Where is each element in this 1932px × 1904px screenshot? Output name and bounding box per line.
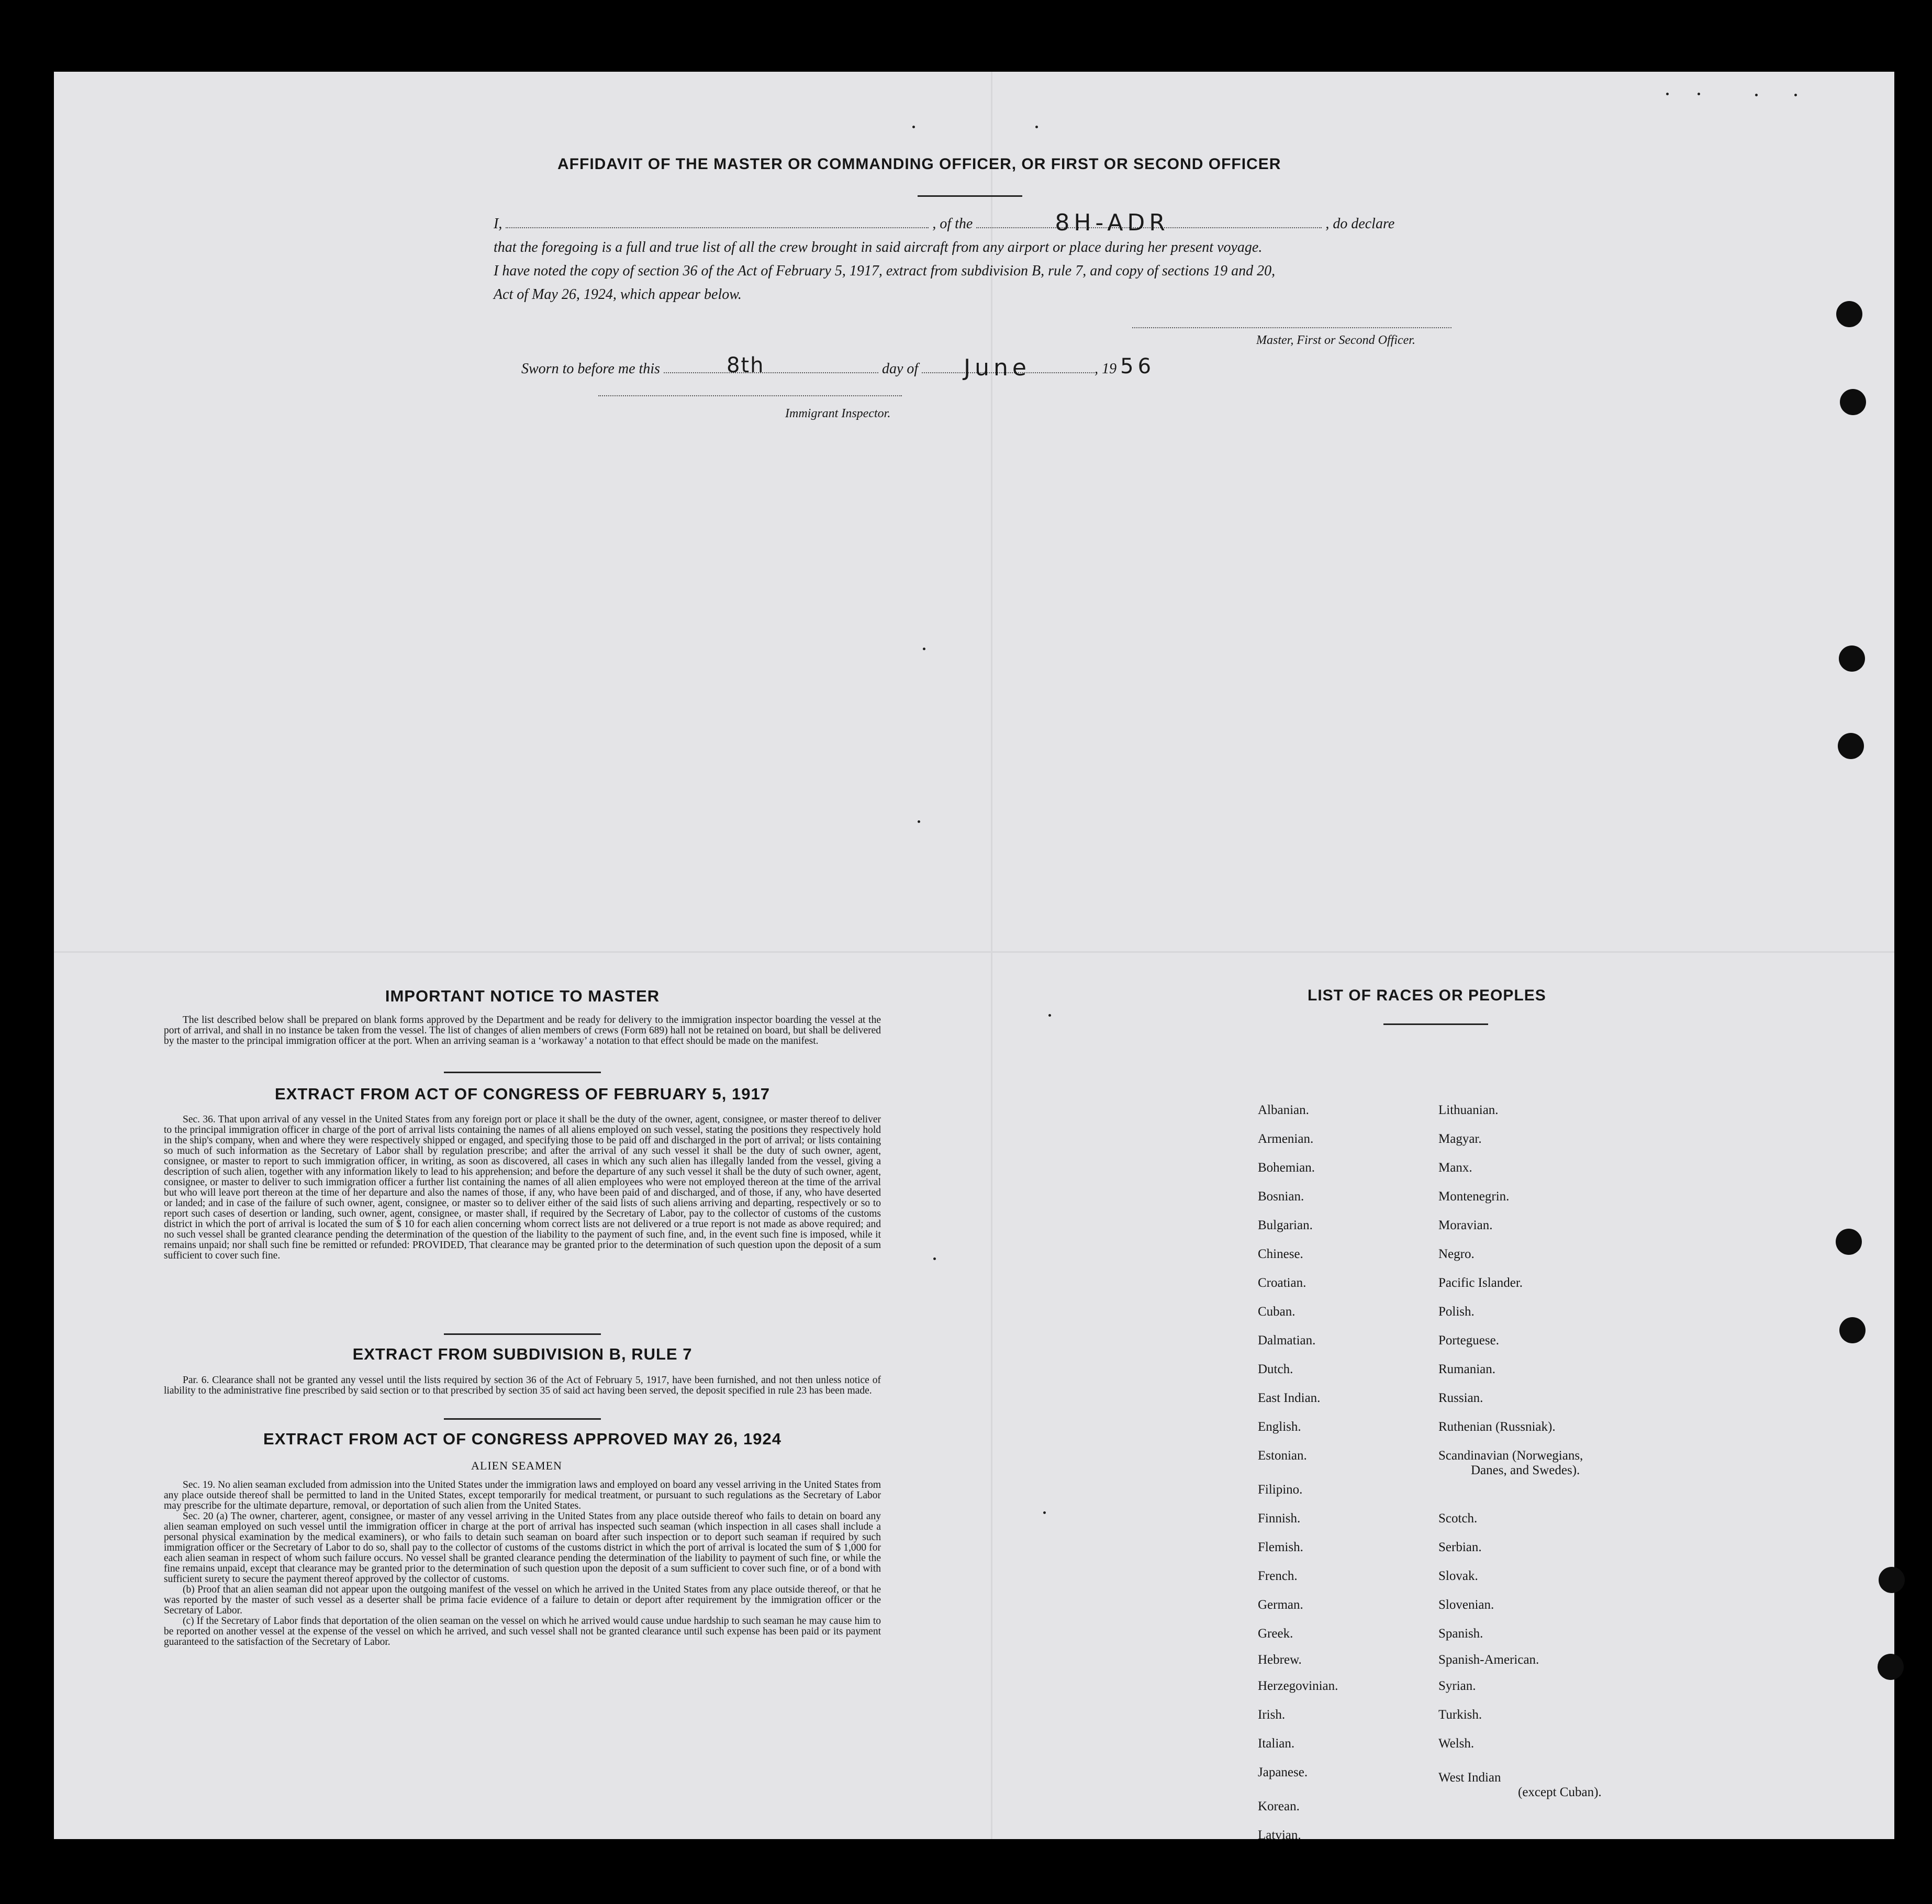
race-item: Greek. [1258,1627,1293,1641]
sworn-month-field[interactable] [922,354,1095,381]
speck [1048,1014,1051,1017]
sworn-year-handwritten: 56 [1120,354,1156,378]
punch-hole [1836,301,1862,327]
sec36-paragraph: Sec. 36. That upon arrival of any vessel in the United States from any foreign port or place it shall be the duty of the owner, agent, consignee, or master thereof to deliver to the principal immigration officer in charge of the port of arrival lists containing the names of all aliens employed on such vessel, stating the positions they respectively hold in the ship's company, when and where they were respectively shipped or engaged, and specifying those to be paid off and discharged in the port of arrival; or lists containing so much of such information as the Secretary of Labor shall by regulation prescribe; and after the arrival of any such vessel it shall be the duty of such owner, agent, consignee, or master to report to such immigration officer, in writing, as soon as discovered, all cases in which any such alien has illegally landed from the vessel, giving a description of such alien, together with any information likely to lead to his apprehension; and before the departure of any such vessel it shall be the duty of such owner, agent, consignee, or master to deliver to such immigration officer a further list containing the names of all alien employees who were not employed thereon at the time of the arrival but who will leave port thereon at the time of her departure and also the names of those, if any, who have been paid of and discharged, and of those, if any, who have deserted or landed; and in case of the failure of such owner, agent, consignee, or master so to deliver either of the said lists of such aliens arriving and departing, respectively or so to report such cases of desertion or landing, such owner, agent, consignee, or master shall, if required by the Secretary of Labor, pay to the collector of customs of the customs district in which the port of arrival is located the sum of $ 10 for each alien concerning whom correct lists are not delivered or a true report is not made as above required; and no such vessel shall be granted clearance pending the determination of the question of the liability to the payment of such fine, and, in the event such fine is imposed, while it remains unpaid; nor shall such fine be remitted or refunded: PROVIDED, That clearance may be granted prior to the determination of such question upon the deposit of a sum sufficient to cover such fine. [164,1114,881,1261]
race-item: Ruthenian (Russniak). [1438,1420,1556,1434]
speck [1794,94,1797,96]
speck [923,648,925,650]
sec20b-paragraph: (b) Proof that an alien seaman did not appear upon the outgoing manifest of the vessel on which he arrived in the United States from any place outside thereof, or that he was reported by the master of such vessel as a deserter shall be prima facie evidence of a failure to detain or deport after requirement by the immigration officer or the Secretary of Labor. [164,1584,881,1616]
section-rule [444,1333,601,1335]
affidavit-line-3: I have noted the copy of section 36 of the Act of February 5, 1917, extract from subdivision B, rule 7, and copy of sections 19 and 20, [494,263,1276,279]
extract-rule7-body [164,1375,881,1396]
race-item: Magyar. [1438,1132,1482,1146]
vessel-name-field[interactable] [976,209,1322,236]
master-signature-line[interactable] [1132,327,1451,328]
race-item: Latvian. [1258,1828,1301,1842]
race-item: Filipino. [1258,1483,1303,1497]
fold-crease-horizontal [54,951,1894,953]
race-item: Chinese. [1258,1247,1303,1261]
race-item: Armenian. [1258,1132,1314,1146]
race-item-continuation: Danes, and Swedes). [1471,1463,1580,1477]
race-item: Albanian. [1258,1103,1309,1117]
extract-1924-body [164,1480,881,1647]
speck [1035,126,1038,128]
notice-title: IMPORTANT NOTICE TO MASTER [385,987,660,1005]
race-item: Polish. [1438,1305,1475,1319]
race-item: Italian. [1258,1736,1295,1751]
punch-hole [1838,733,1864,759]
race-item: Bohemian. [1258,1161,1315,1175]
race-item: English. [1258,1420,1301,1434]
race-item: Welsh. [1438,1736,1475,1751]
race-item: Serbian. [1438,1540,1482,1554]
affidavit-line-1 [494,209,1395,236]
speck [1698,93,1700,95]
sec20a-paragraph: Sec. 20 (a) The owner, charterer, agent, consignee, or master of any vessel arriving in the United States from any place outside thereof who fails to detain on board any alien seaman employed on such vessel until the immigration officer in charge at the port of arrival has inspected such seaman (which inspection in all cases shall include a personal physical examination by the medical examiners), or who fails to detain such seaman on board after such inspection or to deport such seaman if required by such immigration officer or the Secretary of Labor to do so, shall pay to the collector of customs of the customs district in which the port of arrival is located the sum of $ 1,000 for each alien seaman in respect of whom such failure occurs. No vessel shall be granted clearance pending the determination of the liability to payment of such fine, or while the fine remains unpaid, except that clearance may be granted prior to the determination of such question upon the deposit of a sum sufficient to cover such fine, or of a bond with sufficient surety to secure the payment thereof approved by the collector of customs. [164,1511,881,1585]
sec19-paragraph: Sec. 19. No alien seaman excluded from admission into the United States under the immigration laws and employed on board any vessel arriving in the United States from any place outside thereof shall be permitted to land in the United States, except temporarily for medical treatment, or pursuant to such regulations as the Secretary of Labor may prescribe for the ultimate departure, removal, or deportation of such alien from the United States. [164,1479,881,1511]
race-item: East Indian. [1258,1391,1321,1405]
race-item-scandinavian [1438,1449,1583,1478]
race-item: Flemish. [1258,1540,1303,1554]
race-item: Scotch. [1438,1511,1478,1526]
extract-1917-title: EXTRACT FROM ACT OF CONGRESS OF FEBRUARY 5, 1917 [275,1085,770,1103]
affidavit-line-4: Act of May 26, 1924, which appear below. [494,286,742,303]
race-item: Dutch. [1258,1362,1293,1376]
notice-paragraph: The list described below shall be prepared on blank forms approved by the Department and be ready for delivery to the immigration inspector boarding the vessel at the port of arrival, and shall in no instance be taken from the vessel. The list of changes of alien members of crews (Form 689) hall not be retained on board, but shall be delivered by the master to the principal immigration officer at the port. When an arriving seaman is a ‘workaway’ a notation to that effect should be made on the manifest. [164,1015,881,1046]
inspector-signature-line[interactable] [598,395,902,396]
race-item: German. [1258,1598,1303,1612]
speck [918,820,920,823]
sworn-mid: day of [881,361,919,377]
sworn-day-field[interactable] [664,353,878,377]
affidavit-title: AFFIDAVIT OF THE MASTER OR COMMANDING OFFICER, OR FIRST OR SECOND OFFICER [557,155,1281,173]
race-item: Korean. [1258,1799,1300,1813]
line1-suffix: , do declare [1325,216,1395,232]
speck [912,126,915,128]
race-item-continuation: (except Cuban). [1518,1785,1602,1799]
fold-crease-vertical [991,72,992,1839]
races-title-underline [1383,1023,1488,1025]
section-rule [444,1418,601,1420]
race-item: Hebrew. [1258,1653,1302,1667]
sec20c-paragraph: (c) If the Secretary of Labor finds that deportation of the olien seaman on the vessel on which he arrived would cause undue hardship to such seaman he may cause him to be reported on another vessel at the expense of the vessel on which he arrived, and such vessel shall not be granted clearance until such expense has been paid or its payment guaranteed to the satisfaction of the Secretary of Labor. [164,1616,881,1647]
extract-rule7-title: EXTRACT FROM SUBDIVISION B, RULE 7 [352,1345,693,1363]
section-rule [444,1072,601,1073]
race-item: Spanish-American. [1438,1653,1539,1667]
par6-paragraph: Par. 6. Clearance shall not be granted any vessel until the lists required by section 36 of the Act of February 5, 1917, have been furnished, and not then unless notice of liability to the administrative fine prescribed by said section or to that prescribed by section 35 of said act having been served, the deposit specified in rule 23 has been made. [164,1375,881,1396]
title-underline [918,195,1022,197]
race-item: Slovak. [1438,1569,1478,1583]
sworn-line [521,353,1156,381]
sworn-prefix: Sworn to before me this [521,361,660,377]
race-item: Dalmatian. [1258,1333,1316,1348]
declarant-prefix: I, [494,216,502,232]
notice-body [164,1015,881,1046]
race-item: Negro. [1438,1247,1475,1261]
races-title: LIST OF RACES OR PEOPLES [1308,987,1546,1004]
race-item: Porteguese. [1438,1333,1499,1348]
race-item: Cuban. [1258,1305,1296,1319]
race-item: Rumanian. [1438,1362,1496,1376]
race-item: Bulgarian. [1258,1218,1313,1232]
race-item: Japanese. [1258,1765,1308,1779]
race-item: French. [1258,1569,1298,1583]
speck [1043,1511,1046,1514]
speck [1666,93,1669,95]
race-item: Herzegovinian. [1258,1679,1338,1693]
race-item: Croatian. [1258,1276,1306,1290]
affidavit-line-2: that the foregoing is a full and true list of all the crew brought in said aircraft from any airport or place during her present voyage. [494,239,1263,255]
sworn-day-handwritten: 8th [726,353,765,377]
line1-mid: , of the [932,216,973,232]
speck [1755,94,1758,96]
race-item: Irish. [1258,1708,1286,1722]
race-item: Russian. [1438,1391,1483,1405]
race-item: Lithuanian. [1438,1103,1499,1117]
declarant-name-field[interactable] [506,227,929,228]
punch-hole [1878,1654,1904,1680]
race-item: Finnish. [1258,1511,1301,1526]
extract-1917-body [164,1115,881,1261]
race-item-label: West Indian [1438,1771,1501,1785]
document-page [54,72,1894,1842]
extract-1924-title: EXTRACT FROM ACT OF CONGRESS APPROVED MAY 26, 1924 [263,1430,781,1448]
race-item: Turkish. [1438,1708,1482,1722]
master-signature-caption: Master, First or Second Officer. [1256,333,1415,347]
inspector-caption: Immigrant Inspector. [785,407,891,420]
race-item: Syrian. [1438,1679,1476,1693]
sworn-year-prefix: , 19 [1095,361,1117,377]
punch-hole [1840,389,1866,415]
race-item: Manx. [1438,1161,1472,1175]
race-item-label: Scandinavian (Norwegians, [1438,1449,1583,1463]
race-item: Moravian. [1438,1218,1493,1232]
punch-hole [1879,1567,1905,1593]
alien-seamen-subtitle: ALIEN SEAMEN [471,1459,562,1472]
punch-hole [1836,1229,1862,1255]
race-item: Pacific Islander. [1438,1276,1523,1290]
race-item: Bosnian. [1258,1189,1304,1204]
race-item: Slovenian. [1438,1598,1494,1612]
race-item-west-indian [1438,1771,1602,1800]
sworn-month-handwritten: June [964,354,1031,381]
punch-hole [1839,1317,1866,1343]
punch-hole [1839,645,1865,672]
race-item: Spanish. [1438,1627,1483,1641]
speck [933,1257,936,1260]
vessel-name-handwritten: 8H-ADR [1055,209,1169,236]
race-item: Montenegrin. [1438,1189,1510,1204]
race-item: Estonian. [1258,1449,1307,1463]
